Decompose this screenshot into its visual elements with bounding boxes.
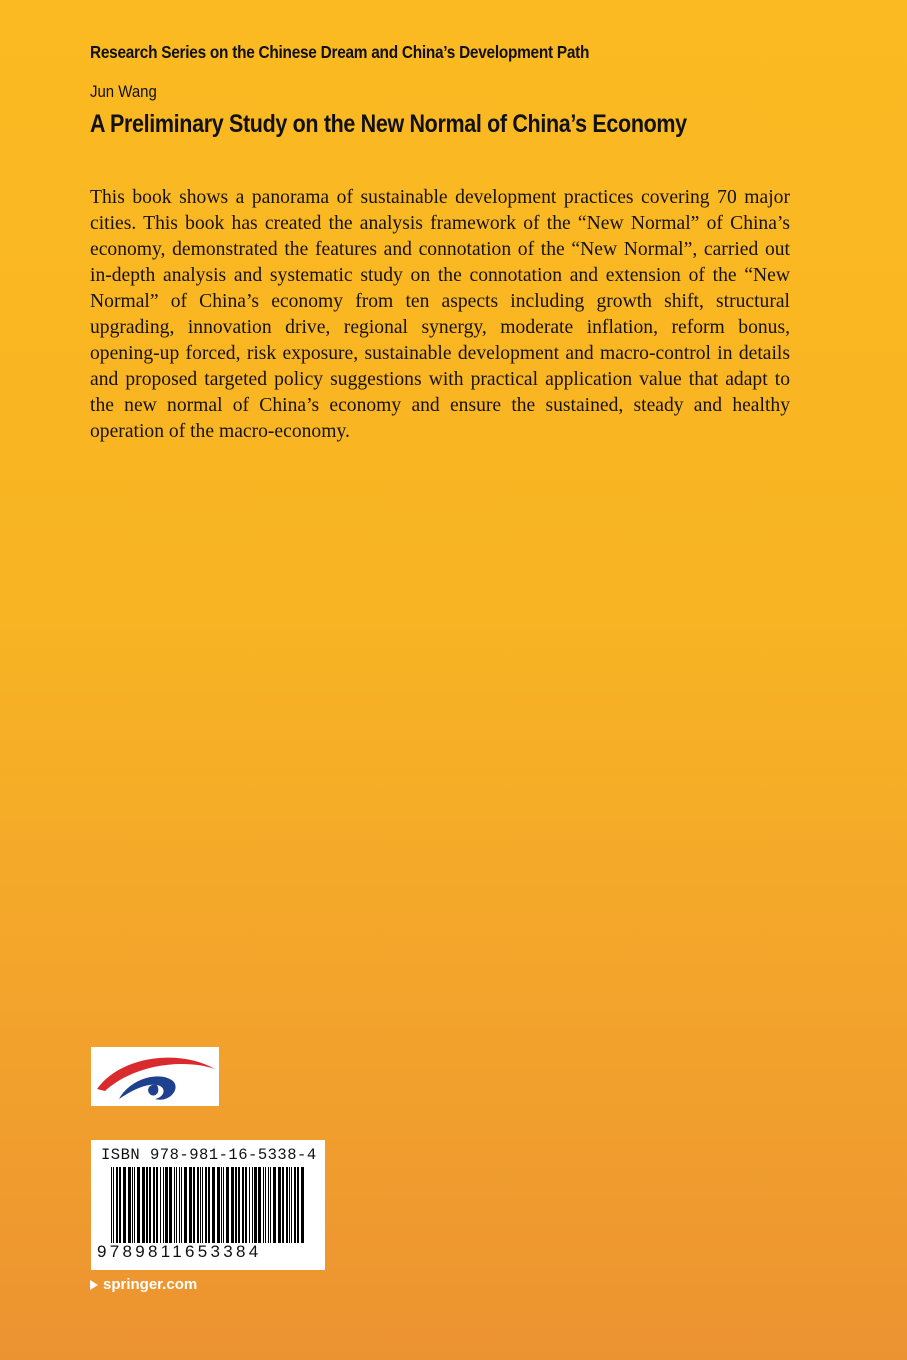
isbn-barcode: [91, 1140, 325, 1270]
book-title: A Preliminary Study on the New Normal of China’s Economy: [90, 110, 687, 138]
publisher-url: springer.com: [103, 1276, 198, 1293]
series-title: Research Series on the Chinese Dream and China’s Development Path: [90, 42, 590, 62]
isbn-label: ISBN 978-981-16-5338-4: [101, 1146, 317, 1164]
book-description: This book shows a panorama of sustainable development practices covering 70 major cities. This book has created the analysis framework of the “New Normal” of China’s economy, demonstrated the features and connotation of the “New Normal”, carried out in-depth analysis and systematic study on the connotation and extension of the “New Normal” of China’s economy from ten aspects including growth shift, structural upgrading, innovation drive, regional synergy, moderate inflation, reform bonus, opening-up forced, risk exposure, sustainable development and macro-control in details and proposed targeted policy suggestions with practical application value that adapt to the new normal of China’s economy and ensure the sustained, steady and healthy operation of the macro-economy.: [90, 187, 790, 442]
publisher-logo: [91, 1047, 219, 1106]
barcode-digits: 9789811653384: [97, 1242, 262, 1261]
publisher-link[interactable]: [90, 1276, 197, 1293]
barcode-bars: [111, 1167, 307, 1243]
triangle-arrow-icon: [90, 1280, 98, 1290]
author-name: Jun Wang: [90, 82, 157, 101]
